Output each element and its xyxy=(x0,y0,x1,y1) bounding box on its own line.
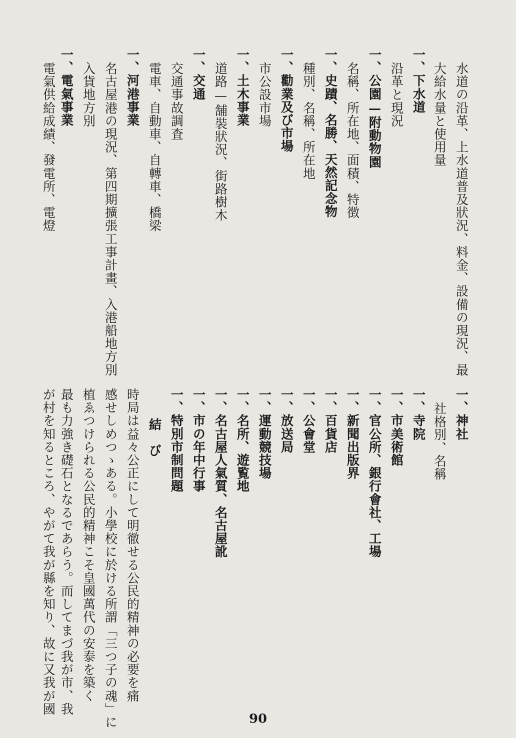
text-column: 道路—舗裝狀況、街路樹木 xyxy=(213,62,229,222)
section-heading: 一、土木事業 xyxy=(235,48,251,127)
paragraph-column: 時局は益々公正にして明徹せる公民的精神の必要を痛 xyxy=(125,388,141,703)
section-heading: 一、名古屋人氣質、名古屋訛 xyxy=(213,388,229,559)
section-heading: 一、公會堂 xyxy=(301,388,317,454)
section-heading: 一、新聞出版界 xyxy=(345,388,361,480)
text-column: 名古屋港の現況、第四期擴張工事計畫、入港船地方別 xyxy=(103,62,119,377)
text-column: 水道の沿革、上水道普及狀況、料金、設備の現況、最 xyxy=(454,62,470,377)
section-heading: 一、寺院 xyxy=(411,388,427,441)
section-heading: 一、官公所、銀行會社、工場 xyxy=(367,388,383,559)
paragraph-column: 最も力強き礎石となるであらう。而してまづ我が市、我 xyxy=(59,388,75,716)
text-column: 大給水量と使用量 xyxy=(432,62,448,167)
text-column: 沿革と現況 xyxy=(389,62,405,128)
paragraph-column: 植ゑつけられる公民的精神こそ皇國萬代の安泰を築く xyxy=(81,388,97,703)
text-column: 市公設市場 xyxy=(257,62,273,128)
section-heading: 一、交通 xyxy=(191,48,207,101)
text-column: 電車、自動車、自轉車、橋梁 xyxy=(147,62,163,233)
section-heading: 一、放送局 xyxy=(279,388,295,454)
section-heading: 一、百貨店 xyxy=(323,388,339,454)
section-heading: 一、下水道 xyxy=(411,48,427,114)
section-heading: 一、勸業及び市場 xyxy=(279,48,295,153)
section-heading: 一、市の年中行事 xyxy=(191,388,207,493)
section-heading: 一、名所、遊覧地 xyxy=(235,388,251,493)
text-column: 社格別、名稱 xyxy=(432,402,448,481)
section-heading: 一、史蹟、名勝、天然記念物 xyxy=(323,48,339,219)
section-heading: 一、特別市制問題 xyxy=(169,388,185,493)
page-number: 90 xyxy=(248,712,268,727)
paragraph-column: が村を知るところ、やがて我が縣を知り、故に又我が國 xyxy=(41,388,57,716)
text-column: 電氣供給成績、發電所、電燈 xyxy=(41,62,57,233)
text-column: 名稱、所在地、面積、特徴 xyxy=(345,62,361,220)
section-heading: 一、運動競技場 xyxy=(257,388,273,480)
section-heading: 一、神社 xyxy=(454,388,470,441)
section-heading: 一、河港事業 xyxy=(125,48,141,127)
text-column: 交通事故調査 xyxy=(169,62,185,141)
paragraph-column: 感せしめつゝある。小學校に於ける所謂「三つ子の魂」に xyxy=(103,388,119,729)
section-heading: 一、市美術館 xyxy=(389,388,405,467)
section-heading: 一、電氣事業 xyxy=(59,48,75,127)
section-heading: 一、公園—附動物園 xyxy=(367,48,383,169)
text-column: 入貨地方別 xyxy=(81,62,97,128)
text-column: 種別、名稱、所在地 xyxy=(301,62,317,180)
conclusion-heading: 結 び xyxy=(147,418,163,458)
